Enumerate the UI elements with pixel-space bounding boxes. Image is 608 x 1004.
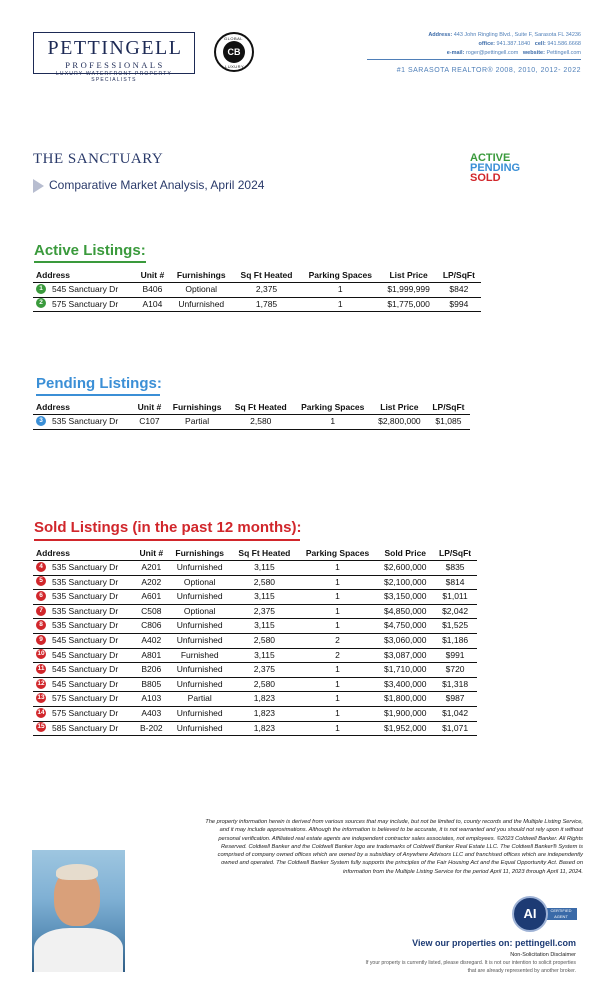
map-marker-number-icon: 3 [36, 416, 46, 426]
pettingell-logo [33, 32, 195, 74]
ai-certified-agent-badge-icon: AI [512, 896, 548, 932]
sold-table-row [33, 590, 477, 605]
price-per-sqft-cell: $1,525 [442, 620, 469, 631]
coldwell-banker-global-luxury-logo [214, 32, 254, 72]
sqft-cell: 1,785 [255, 298, 278, 309]
active-header-cell: Address [36, 270, 71, 280]
sqft-cell: 2,580 [253, 678, 276, 689]
unit-cell: A202 [141, 576, 162, 587]
map-marker-number-icon: 11 [37, 664, 45, 672]
agent-photo [32, 850, 125, 972]
price-cell: $2,800,000 [378, 416, 421, 426]
active-table-row [33, 297, 481, 312]
sold-header-cell: Unit # [139, 548, 164, 558]
website-link[interactable]: Pettingell.com [546, 50, 581, 56]
sqft-cell: 2,580 [253, 634, 276, 645]
price-cell: $1,952,000 [383, 722, 427, 733]
address-text: 535 Sanctuary Dr [52, 591, 119, 602]
pending-listings-table [33, 402, 470, 430]
sold-table-row [33, 633, 477, 648]
sold-listings-table [33, 548, 477, 736]
map-marker-number-icon: 1 [36, 284, 46, 294]
office-value: 941.387.1840 [496, 41, 531, 47]
unit-cell: B-202 [139, 722, 163, 733]
sold-table-row [33, 706, 477, 721]
map-marker-number-icon: 10 [37, 650, 45, 658]
furnishings-cell: Partial [185, 416, 210, 426]
parking-cell: 1 [335, 722, 340, 733]
price-cell: $1,800,000 [383, 693, 427, 704]
address-text: 535 Sanctuary Dr [52, 562, 119, 572]
non-solicitation-text: If your property is currently listed, please disregard. It is not our intention to solicit properties that are already represented by another broker. [365, 960, 576, 974]
pending-table-row [33, 415, 470, 430]
price-per-sqft-cell: $1,042 [442, 707, 469, 718]
address-text: 545 Sanctuary Dr [52, 649, 119, 660]
logo-tagline: LUXURY WATERFRONT PROPERTY SPECIALISTS [55, 71, 173, 83]
price-cell: $4,750,000 [383, 620, 427, 631]
address-text: 575 Sanctuary Dr [52, 693, 119, 704]
sqft-cell: 2,580 [250, 416, 272, 426]
unit-cell: C107 [139, 416, 160, 426]
address-value: 443 John Ringling Blvd., Suite F, Sarasota FL 34236 [453, 32, 581, 38]
sold-table-row [33, 561, 477, 576]
sold-header-cell: Furnishings [175, 548, 225, 558]
price-cell: $3,087,000 [383, 649, 427, 660]
parking-cell: 1 [337, 284, 343, 294]
sold-header-cell: Sq Ft Heated [238, 548, 291, 558]
map-marker-number-icon: 13 [37, 694, 45, 702]
pending-header-cell: List Price [380, 402, 419, 412]
contact-address [428, 32, 581, 38]
sqft-cell: 2,580 [253, 576, 276, 587]
address-cell [33, 590, 134, 605]
address-text: 585 Sanctuary Dr [52, 722, 119, 733]
certified-agent-ribbon: CERTIFIED AGENT [545, 908, 577, 920]
active-header-cell: List Price [389, 270, 428, 280]
active-header-row [33, 270, 481, 283]
sqft-cell: 1,823 [253, 693, 276, 704]
price-per-sqft-cell: $1,085 [435, 416, 462, 426]
sqft-cell: 2,375 [255, 284, 278, 294]
map-marker-number-icon: 14 [37, 708, 45, 716]
price-cell: $1,900,000 [383, 707, 427, 718]
active-table-row [33, 283, 481, 298]
legend-pending: PENDING [470, 162, 521, 174]
sold-table-row [33, 575, 477, 590]
price-cell: $2,100,000 [383, 576, 427, 587]
sqft-cell: 2,375 [253, 664, 276, 675]
address-text: 545 Sanctuary Dr [52, 634, 119, 645]
sold-title-underline [34, 539, 300, 541]
parking-cell: 1 [335, 605, 340, 616]
unit-cell: A201 [141, 562, 162, 572]
address-cell [33, 721, 134, 736]
price-per-sqft-cell: $994 [449, 298, 469, 309]
map-marker-number-icon: 8 [36, 620, 46, 630]
view-properties [412, 938, 576, 948]
price-per-sqft-cell: $835 [445, 562, 465, 572]
sold-listings-title: Sold Listings (in the past 12 months): [34, 519, 302, 536]
price-per-sqft-cell: $1,318 [442, 678, 469, 689]
logo-sub: PROFESSIONALS [65, 60, 165, 70]
map-marker-number-icon: 5 [36, 576, 46, 586]
parking-cell: 1 [335, 620, 340, 631]
pending-header-row [33, 402, 470, 415]
unit-cell: C508 [141, 605, 162, 616]
sold-table-row [33, 663, 477, 678]
address-cell [33, 283, 135, 298]
sold-header-cell: Sold Price [384, 548, 427, 558]
logo-name: PETTINGELL [47, 37, 183, 59]
cell-value: 941.586.6668 [547, 41, 581, 47]
furnishings-cell: Unfurnished [178, 298, 225, 309]
address-text: 535 Sanctuary Dr [52, 576, 119, 587]
sold-header-cell: Parking Spaces [305, 548, 370, 558]
realtor-awards: #1 SARASOTA REALTOR® 2008, 2010, 2012- 2022 [396, 67, 581, 74]
cb-logo-bottom-text: LUXURY [225, 64, 245, 69]
parking-cell: 1 [335, 678, 340, 689]
view-properties-label: View our properties on: [412, 938, 513, 948]
sqft-cell: 2,375 [253, 605, 276, 616]
price-per-sqft-cell: $987 [445, 693, 465, 704]
price-cell: $1,710,000 [383, 664, 427, 675]
sold-header-cell: LP/SqFt [439, 548, 472, 558]
parking-cell: 1 [335, 707, 340, 718]
legend-sold: SOLD [470, 172, 501, 184]
cb-logo-mark: CB [223, 41, 245, 63]
pending-listings-title: Pending Listings: [36, 375, 162, 392]
address-text: 545 Sanctuary Dr [52, 284, 119, 294]
sold-header-cell: Address [36, 548, 71, 558]
price-per-sqft-cell: $842 [449, 284, 469, 294]
address-text: 575 Sanctuary Dr [52, 298, 119, 309]
pending-header-cell: Furnishings [172, 402, 222, 412]
pending-title-underline [36, 394, 160, 396]
unit-cell: B805 [141, 678, 162, 689]
sold-table-row [33, 619, 477, 634]
address-cell [33, 706, 134, 721]
contact-phones [479, 41, 581, 47]
email-label: e-mail: [446, 50, 465, 56]
unit-cell: A403 [141, 707, 162, 718]
price-per-sqft-cell: $814 [445, 576, 465, 587]
sqft-cell: 3,115 [254, 620, 275, 631]
parking-cell: 1 [335, 562, 340, 572]
pending-header-cell: Parking Spaces [301, 402, 365, 412]
pending-header-cell: Address [36, 402, 71, 412]
address-label: Address: [428, 32, 453, 38]
sqft-cell: 1,823 [253, 722, 276, 733]
price-per-sqft-cell: $1,011 [442, 591, 468, 602]
active-header-cell: Unit # [140, 270, 165, 280]
furnishings-cell: Unfurnished [176, 707, 223, 718]
community-title: THE SANCTUARY [33, 151, 164, 167]
parking-cell: 1 [337, 298, 343, 309]
map-marker-number-icon: 6 [36, 591, 46, 601]
furnishings-cell: Unfurnished [176, 664, 223, 675]
address-cell [33, 619, 134, 634]
unit-cell: B206 [141, 664, 162, 675]
furnishings-cell: Optional [183, 605, 216, 616]
address-text: 545 Sanctuary Dr [52, 664, 119, 675]
office-label: office: [478, 41, 496, 47]
website-label: website: [522, 50, 545, 56]
sold-table-row [33, 604, 477, 619]
sold-header-row [33, 548, 477, 561]
map-marker-number-icon: 4 [36, 562, 46, 572]
cell-label: cell: [534, 41, 546, 47]
unit-cell: B406 [142, 284, 163, 294]
price-cell: $4,850,000 [383, 605, 427, 616]
unit-cell: C806 [141, 620, 162, 631]
parking-cell: 1 [330, 416, 336, 426]
address-cell [33, 677, 134, 692]
furnishings-cell: Unfurnished [176, 562, 223, 572]
unit-cell: A103 [141, 693, 162, 704]
furnishings-cell: Furnished [180, 649, 219, 660]
address-text: 575 Sanctuary Dr [52, 707, 119, 718]
address-cell [33, 692, 134, 707]
price-cell: $1,999,999 [387, 284, 430, 294]
furnishings-cell: Optional [183, 576, 216, 587]
furnishings-cell: Unfurnished [176, 591, 223, 602]
furnishings-cell: Unfurnished [176, 620, 223, 631]
active-listings-title: Active Listings: [34, 242, 146, 259]
active-header-cell: LP/SqFt [442, 270, 475, 280]
sqft-cell: 3,115 [254, 562, 275, 572]
furnishings-cell: Optional [185, 284, 218, 294]
report-subtitle: Comparative Market Analysis, April 2024 [49, 178, 265, 192]
address-cell [33, 297, 135, 312]
price-per-sqft-cell: $1,186 [442, 634, 469, 645]
pending-header-cell: Unit # [137, 402, 162, 412]
email-link[interactable]: roger@pettingell.com [465, 50, 519, 56]
price-cell: $2,600,000 [383, 562, 427, 572]
sold-table-row [33, 677, 477, 692]
furnishings-cell: Partial [187, 693, 212, 704]
non-solicitation-title: Non-Solicitation Disclaimer [510, 952, 576, 958]
active-header-cell: Parking Spaces [308, 270, 372, 280]
address-cell [33, 663, 134, 678]
parking-cell: 1 [335, 693, 340, 704]
map-marker-number-icon: 12 [37, 679, 45, 687]
price-per-sqft-cell: $2,042 [442, 605, 469, 616]
furnishings-cell: Unfurnished [176, 678, 223, 689]
parking-cell: 1 [335, 576, 340, 587]
unit-cell: A104 [142, 298, 163, 309]
legend-active: ACTIVE [470, 152, 511, 164]
active-title-underline [34, 261, 146, 263]
pending-header-cell: Sq Ft Heated [234, 402, 287, 412]
arrow-right-icon [33, 179, 44, 193]
price-per-sqft-cell: $991 [445, 649, 465, 660]
address-cell [33, 633, 134, 648]
address-cell [33, 561, 134, 576]
parking-cell: 1 [335, 664, 340, 675]
parking-cell: 2 [335, 649, 340, 660]
price-cell: $3,400,000 [383, 678, 427, 689]
price-per-sqft-cell: $720 [445, 664, 465, 675]
address-cell [33, 648, 134, 663]
active-header-cell: Furnishings [176, 270, 226, 280]
address-text: 535 Sanctuary Dr [52, 605, 119, 616]
view-properties-link[interactable]: pettingell.com [514, 938, 576, 948]
map-marker-number-icon: 7 [36, 606, 46, 616]
unit-cell: A801 [141, 649, 162, 660]
active-listings-table [33, 270, 481, 312]
contact-web [447, 50, 581, 56]
price-per-sqft-cell: $1,071 [442, 722, 469, 733]
cb-logo-top-text: GLOBAL [224, 36, 244, 41]
address-text: 545 Sanctuary Dr [52, 678, 119, 689]
sqft-cell: 3,115 [254, 591, 275, 602]
address-text: 535 Sanctuary Dr [52, 620, 119, 631]
map-marker-number-icon: 9 [36, 635, 46, 645]
furnishings-cell: Unfurnished [176, 722, 223, 733]
sqft-cell: 1,823 [253, 707, 276, 718]
address-cell [33, 575, 134, 590]
parking-cell: 1 [335, 591, 340, 602]
unit-cell: A402 [141, 634, 162, 645]
address-cell [33, 604, 134, 619]
header-divider [367, 59, 581, 60]
sold-table-row [33, 692, 477, 707]
address-text: 535 Sanctuary Dr [52, 416, 119, 426]
map-marker-number-icon: 2 [36, 298, 46, 308]
furnishings-cell: Unfurnished [176, 634, 223, 645]
map-marker-number-icon: 15 [37, 723, 45, 731]
active-header-cell: Sq Ft Heated [240, 270, 293, 280]
address-cell [33, 415, 133, 430]
parking-cell: 2 [335, 634, 340, 645]
sold-table-row [33, 648, 477, 663]
pending-header-cell: LP/SqFt [432, 402, 465, 412]
sqft-cell: 3,115 [254, 649, 275, 660]
legal-disclaimer: The property information herein is derived from various sources that may include, but not be limited to, county records and the Multiple Listing Service, and it may include approximations. Although the information is believed to be accurate, it is not warranted and you should not rely upon it without personal verification. Affiliated real estate agents are independent contractor sales associates, not employees. ©2023 Coldwell Banker. All Rights Reserved. Coldwell Banker and the Coldwell Banker logo are trademarks of Coldwell Banker Real Estate LLC. The Coldwell Banker® System is comprised of company owned offices which are owned by a subsidiary of Anywhere Advisors LLC and franchised offices which are independently owned and operated. The Coldwell Banker System fully supports the principles of the Fair Housing Act and the Equal Opportunity Act. Based on information from the Multiple Listing Service for the period April 11, 2023 through April 11, 2024. [205, 819, 583, 875]
sold-table-row [33, 721, 477, 736]
price-cell: $3,150,000 [383, 591, 427, 602]
unit-cell: A601 [141, 591, 162, 602]
price-cell: $3,060,000 [383, 634, 427, 645]
price-cell: $1,775,000 [387, 298, 430, 309]
